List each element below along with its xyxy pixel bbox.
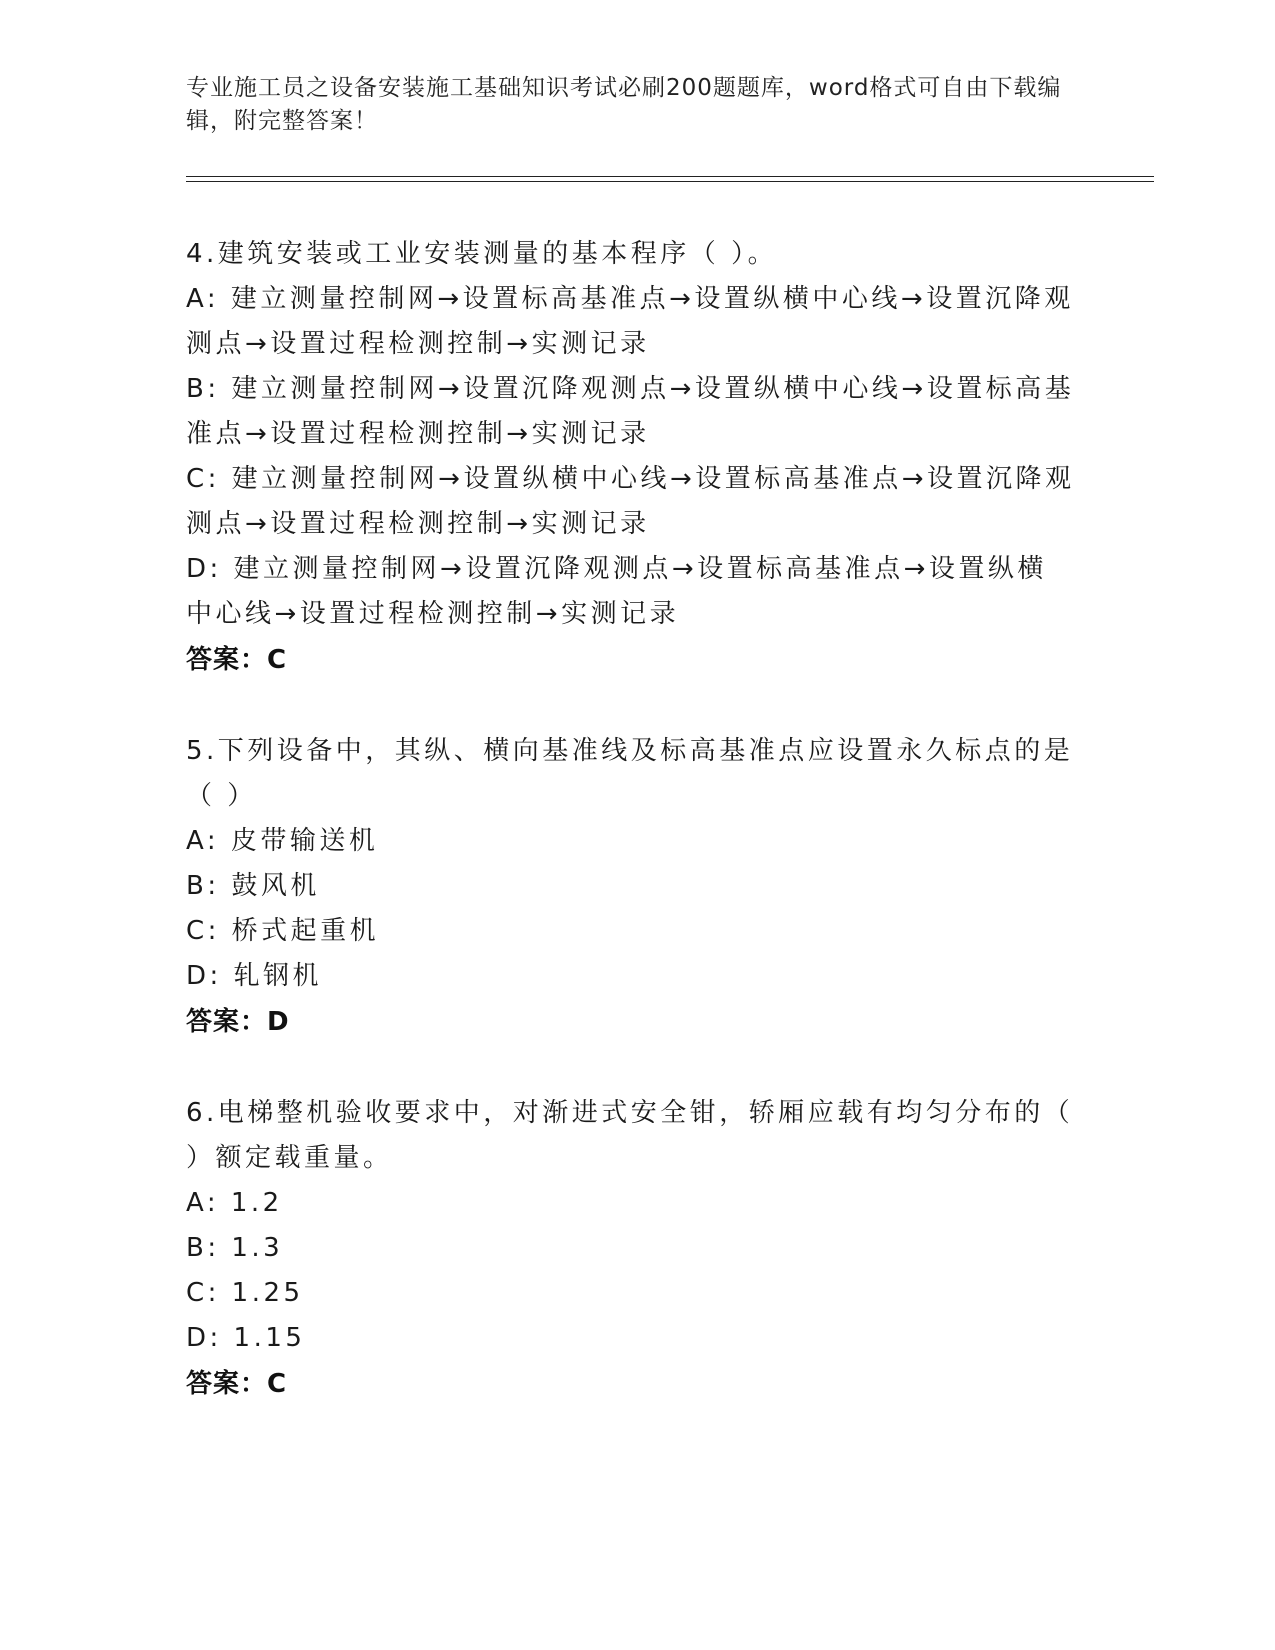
option-d: D: 建立测量控制网→设置沉降观测点→设置标高基准点→设置纵横中心线→设置过程检测控制→实测记录 xyxy=(186,554,1047,629)
option-a: A: 皮带输送机 xyxy=(186,826,379,856)
answer: 答案：D xyxy=(186,1007,290,1037)
option-c: C: 1.25 xyxy=(186,1278,304,1308)
option-b: B: 鼓风机 xyxy=(186,871,320,901)
option-b: B: 1.3 xyxy=(186,1233,284,1263)
question-list xyxy=(186,232,1076,1453)
question-stem: 5.下列设备中，其纵、横向基准线及标高基准点应设置永久标点的是（ ） xyxy=(186,736,1074,811)
option-c: C: 桥式起重机 xyxy=(186,916,380,946)
question-stem: 6.电梯整机验收要求中，对渐进式安全钳，轿厢应载有均匀分布的（ ）额定载重量。 xyxy=(186,1098,1074,1173)
answer: 答案：C xyxy=(186,645,288,675)
option-b: B: 建立测量控制网→设置沉降观测点→设置纵横中心线→设置标高基准点→设置过程检测控制→实测记录 xyxy=(186,374,1075,449)
option-c: C: 建立测量控制网→设置纵横中心线→设置标高基准点→设置沉降观测点→设置过程检测控制→实测记录 xyxy=(186,464,1075,539)
question-stem: 4.建筑安装或工业安装测量的基本程序（ ）。 xyxy=(186,239,778,269)
question-4 xyxy=(186,232,1076,683)
option-a: A: 1.2 xyxy=(186,1188,283,1218)
answer: 答案：C xyxy=(186,1369,288,1399)
option-d: D: 轧钢机 xyxy=(186,961,323,991)
option-d: D: 1.15 xyxy=(186,1323,306,1353)
header-divider xyxy=(186,176,1154,182)
question-5 xyxy=(186,729,1076,1045)
option-a: A: 建立测量控制网→设置标高基准点→设置纵横中心线→设置沉降观测点→设置过程检测控制→实测记录 xyxy=(186,284,1074,359)
question-6 xyxy=(186,1091,1076,1407)
page-header: 专业施工员之设备安装施工基础知识考试必刷200题题库，word格式可自由下载编辑，附完整答案！ xyxy=(186,75,1062,134)
